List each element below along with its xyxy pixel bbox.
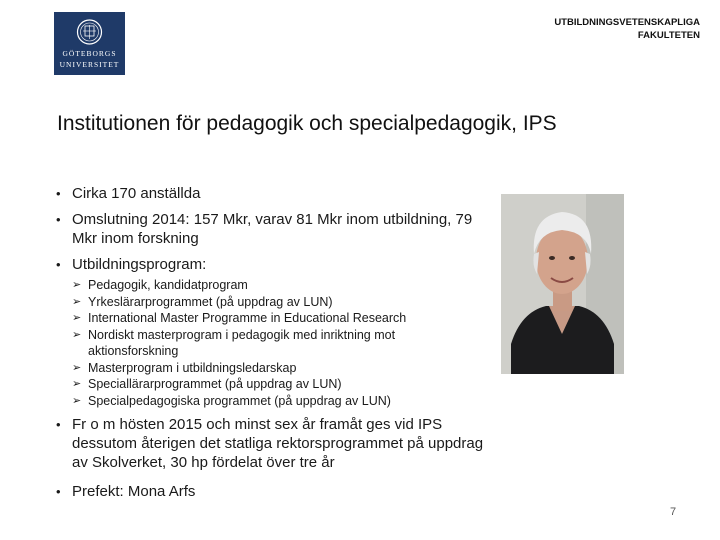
bullet-turnover (56, 210, 486, 248)
faculty-line2: FAKULTETEN (637, 30, 700, 41)
faculty-name (554, 16, 700, 42)
bullet-programs-text: Utbildningsprogram: (72, 256, 207, 273)
program-item: ➢ International Master Programme in Educational Research (72, 311, 407, 325)
faculty-line1: UTBILDNINGSVETENSKAPLIGA (554, 17, 700, 28)
arrowhead-icon: ➢ (72, 394, 82, 407)
bullet-head (56, 482, 486, 501)
program-item: ➢ Speciallärarprogrammet (på uppdrag av LUN) (72, 377, 342, 391)
program-item: ➢ Nordiskt masterprogram i pedagogik med inriktning mot aktionsforskning (72, 327, 396, 358)
bullet-turnover-text: Omslutning 2014: 157 Mkr, varav 81 Mkr inom utbildning, 79 Mkr inom forskning (72, 211, 473, 247)
page-number: 7 (670, 506, 677, 518)
bullet-staff-text: Cirka 170 anställda (72, 185, 201, 202)
program-list (72, 277, 486, 409)
arrowhead-icon: ➢ (72, 328, 82, 341)
program-item: ➢ Specialpedagogiska programmet (på uppdrag av LUN) (72, 393, 391, 408)
arrowhead-icon: ➢ (72, 295, 82, 308)
university-logo (54, 12, 125, 75)
program-item: ➢ Pedagogik, kandidatprogram (72, 278, 248, 292)
program-item: ➢ Yrkeslärarprogrammet (på uppdrag av LUN) (72, 294, 333, 309)
program-item: ➢ Masterprogram i utbildningsledarskap (72, 360, 297, 375)
logo-text-line1: GÖTEBORGS (62, 49, 117, 58)
arrowhead-icon: ➢ (72, 312, 82, 324)
logo-text-line2: UNIVERSITET (59, 60, 120, 69)
bullet-head-text: Prefekt: Mona Arfs (72, 483, 196, 500)
bullet-principal-program (56, 415, 486, 472)
bullet-principal-program-text: Fr o m hösten 2015 och minst sex år framåt ges vid IPS dessutom återigen det statliga rektorsprogrammet på uppdrag av Skolverket, 30 hp fördelat över tre år (72, 416, 484, 471)
portrait-photo (501, 194, 624, 374)
bullet-programs (56, 255, 486, 409)
page-title: Institutionen för pedagogik och specialpedagogik, IPS (57, 112, 557, 135)
bullet-list (56, 184, 486, 501)
arrowhead-icon: ➢ (72, 361, 82, 374)
bullet-staff (56, 184, 486, 203)
arrowhead-icon: ➢ (72, 279, 82, 291)
arrowhead-icon: ➢ (72, 378, 82, 390)
